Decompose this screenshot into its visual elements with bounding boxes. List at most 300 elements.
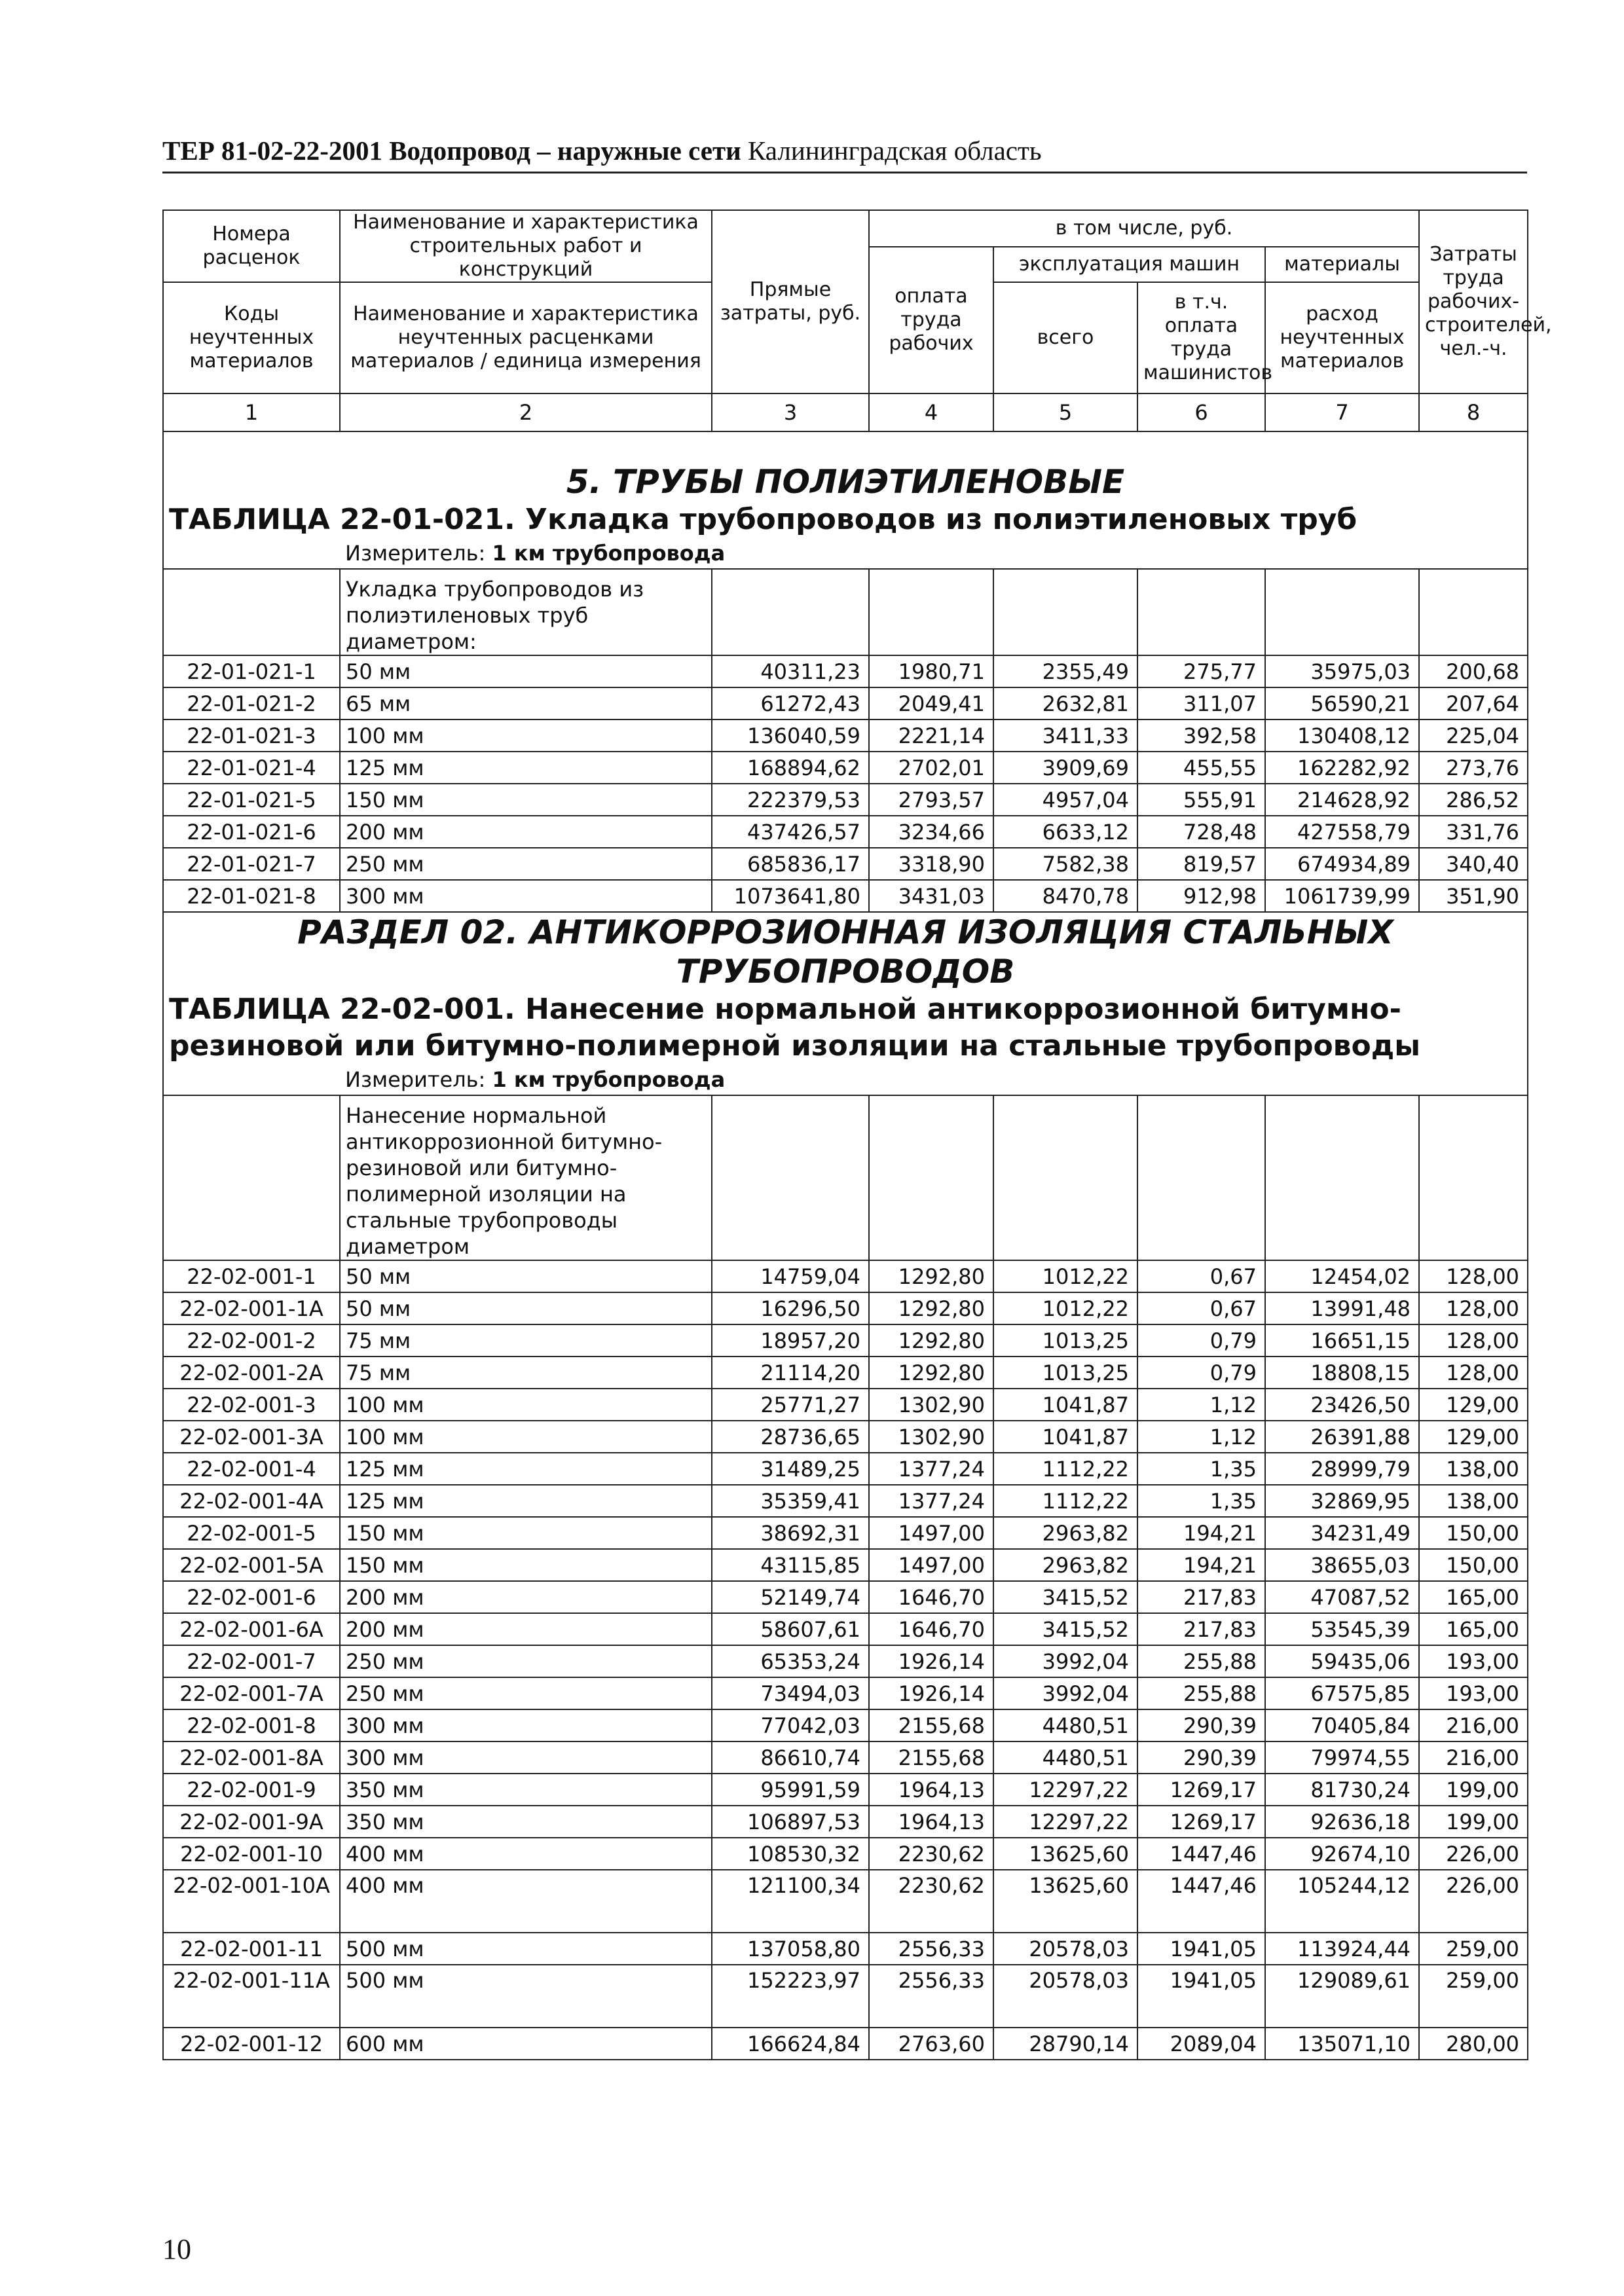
table-row [163,1806,1528,1838]
cell-name: 125 мм [340,1453,712,1485]
cell-name: 50 мм [340,655,712,687]
cell-c6: 255,88 [1137,1645,1265,1677]
cell-c8: 199,00 [1419,1806,1528,1838]
cell-c8: 165,00 [1419,1581,1528,1613]
col2-top: Наименование и характеристика строительных работ и конструкций [340,210,712,282]
cell-c6: 1,35 [1137,1485,1265,1517]
machines-header: эксплуатация машин [993,247,1265,282]
cell-c7: 34231,49 [1265,1517,1419,1549]
cell-code: 22-02-001-10А [163,1870,340,1933]
cell-code: 22-02-001-8А [163,1741,340,1774]
cell-c5: 3411,33 [993,720,1137,752]
cell-c6: 1269,17 [1137,1774,1265,1806]
cell-c3: 21114,20 [712,1357,869,1389]
cell-c6: 1941,05 [1137,1933,1265,1965]
cell-c3: 73494,03 [712,1677,869,1709]
cell-code: 22-02-001-9 [163,1774,340,1806]
table-row [163,1581,1528,1613]
cell-c3: 38692,31 [712,1517,869,1549]
cell-c6: 1447,46 [1137,1838,1265,1870]
section1-table-title: ТАБЛИЦА 22-01-021. Укладка трубопроводов из полиэтиленовых труб [163,501,1528,538]
measure-value: 1 км трубопровода [492,541,726,566]
cell-c6: 2089,04 [1137,2028,1265,2060]
cell-code: 22-02-001-2 [163,1324,340,1357]
table-row [163,2028,1528,2060]
cell-c5: 1112,22 [993,1453,1137,1485]
cell-c3: 77042,03 [712,1709,869,1741]
table-head [163,210,1552,431]
measure-label: Измеритель: [345,541,486,566]
table-row [163,880,1528,912]
cell-c4: 1926,14 [869,1645,993,1677]
cell-c7: 12454,02 [1265,1260,1419,1292]
cell-code: 22-02-001-10 [163,1838,340,1870]
cell-c4: 2230,62 [869,1870,993,1933]
cell-code: 22-02-001-11 [163,1933,340,1965]
cell-c5: 20578,03 [993,1933,1137,1965]
cell-c7: 56590,21 [1265,687,1419,720]
cell-c3: 166624,84 [712,2028,869,2060]
cell-code: 22-01-021-2 [163,687,340,720]
cell-c4: 2221,14 [869,720,993,752]
cell-c3: 168894,62 [712,752,869,784]
cell-code: 22-02-001-4 [163,1453,340,1485]
cell-c4: 1964,13 [869,1774,993,1806]
cell-c7: 105244,12 [1265,1870,1419,1933]
cell-c8: 128,00 [1419,1324,1528,1357]
cell-c4: 2230,62 [869,1838,993,1870]
section2-table-title [163,991,1528,1065]
column-numbers-row [163,393,1528,431]
cell-c5: 8470,78 [993,880,1137,912]
cell-c7: 35975,03 [1265,655,1419,687]
cell-c7: 129089,61 [1265,1965,1419,2028]
cell-code: 22-02-001-3 [163,1389,340,1421]
cell-c6: 194,21 [1137,1549,1265,1581]
cell-c7: 135071,10 [1265,2028,1419,2060]
cell-c8: 273,76 [1419,752,1528,784]
cell-code: 22-01-021-3 [163,720,340,752]
cell-c5: 1112,22 [993,1485,1137,1517]
col-number: 6 [1137,393,1265,431]
cell-name: 125 мм [340,752,712,784]
cell-c4: 2556,33 [869,1933,993,1965]
cell-c6: 912,98 [1137,880,1265,912]
cell-c6: 275,77 [1137,655,1265,687]
cell-code: 22-02-001-7 [163,1645,340,1677]
cell-c8: 259,00 [1419,1933,1528,1965]
cell-c6: 728,48 [1137,816,1265,848]
cell-code: 22-02-001-2А [163,1357,340,1389]
cell-c5: 7582,38 [993,848,1137,880]
cell-c8: 129,00 [1419,1389,1528,1421]
cell-c3: 14759,04 [712,1260,869,1292]
cell-c6: 1447,46 [1137,1870,1265,1933]
cell-c6: 217,83 [1137,1581,1265,1613]
cell-c5: 4480,51 [993,1709,1137,1741]
cell-c7: 23426,50 [1265,1389,1419,1421]
cell-name: 65 мм [340,687,712,720]
cell-c5: 3992,04 [993,1677,1137,1709]
cell-c6: 217,83 [1137,1613,1265,1645]
cell-c7: 92674,10 [1265,1838,1419,1870]
table-row [163,720,1528,752]
table-row [163,1292,1528,1324]
cell-c6: 255,88 [1137,1677,1265,1709]
col-number: 8 [1419,393,1528,431]
cell-name: 350 мм [340,1806,712,1838]
cell-c8: 280,00 [1419,2028,1528,2060]
table-row [163,655,1528,687]
table-row [163,1677,1528,1709]
cell-c7: 32869,95 [1265,1485,1419,1517]
cell-name: 100 мм [340,1421,712,1453]
cell-c7: 427558,79 [1265,816,1419,848]
cell-code: 22-01-021-5 [163,784,340,816]
cell-name: 200 мм [340,1613,712,1645]
doc-region: Калининградская область [748,136,1042,166]
cell-c8: 193,00 [1419,1677,1528,1709]
cell-c5: 13625,60 [993,1838,1137,1870]
table-row [163,1933,1528,1965]
cell-c5: 1013,25 [993,1357,1137,1389]
cell-c4: 1964,13 [869,1806,993,1838]
cell-c8: 207,64 [1419,687,1528,720]
cell-c7: 47087,52 [1265,1581,1419,1613]
cell-c6: 311,07 [1137,687,1265,720]
section2-body [163,912,1528,2060]
table-row [163,687,1528,720]
cell-c4: 2049,41 [869,687,993,720]
cell-c8: 286,52 [1419,784,1528,816]
col2-bottom: Наименование и характеристика неучтенных расценками материалов / единица измерения [340,282,712,393]
cell-c5: 3992,04 [993,1645,1137,1677]
cell-c3: 222379,53 [712,784,869,816]
cell-code: 22-02-001-4А [163,1485,340,1517]
cell-c6: 194,21 [1137,1517,1265,1549]
cell-code: 22-02-001-5 [163,1517,340,1549]
cell-c4: 1292,80 [869,1357,993,1389]
col1-top: Номера расценок [163,210,340,282]
table-row [163,1709,1528,1741]
cell-c5: 3909,69 [993,752,1137,784]
cell-c7: 18808,15 [1265,1357,1419,1389]
cell-name: 50 мм [340,1260,712,1292]
cell-code: 22-02-001-11А [163,1965,340,2028]
cell-c4: 1292,80 [869,1292,993,1324]
cell-c8: 193,00 [1419,1645,1528,1677]
cell-c4: 1292,80 [869,1260,993,1292]
cell-c4: 1980,71 [869,655,993,687]
cell-c6: 1,12 [1137,1421,1265,1453]
cell-c5: 2963,82 [993,1549,1137,1581]
cell-c3: 35359,41 [712,1485,869,1517]
cell-c6: 0,79 [1137,1324,1265,1357]
cell-code: 22-02-001-8 [163,1709,340,1741]
cell-c3: 52149,74 [712,1581,869,1613]
cell-c7: 113924,44 [1265,1933,1419,1965]
cell-c7: 674934,89 [1265,848,1419,880]
section2-description: Нанесение нормальной антикоррозионной битумно-резиновой или битумно-полимерной изоляции на стальные трубопроводы диаметром [340,1095,712,1260]
cell-c3: 437426,57 [712,816,869,848]
cell-c7: 92636,18 [1265,1806,1419,1838]
section1-title: 5. ТРУБЫ ПОЛИЭТИЛЕНОВЫЕ [163,431,1528,501]
table-row [163,1870,1528,1933]
cell-c6: 0,67 [1137,1292,1265,1324]
col1-bottom: Коды неучтенных материалов [163,282,340,393]
table-row [163,1453,1528,1485]
cell-c8: 138,00 [1419,1485,1528,1517]
cell-code: 22-02-001-5А [163,1549,340,1581]
cell-c4: 1646,70 [869,1581,993,1613]
cell-c8: 225,04 [1419,720,1528,752]
cell-c4: 1302,90 [869,1421,993,1453]
cell-c4: 1926,14 [869,1677,993,1709]
rates-table [162,210,1552,2060]
cell-name: 500 мм [340,1933,712,1965]
cell-c4: 2556,33 [869,1965,993,2028]
cell-c3: 18957,20 [712,1324,869,1357]
cell-name: 300 мм [340,1709,712,1741]
table-row [163,1613,1528,1645]
col8-header: Затраты труда рабочих-строителей, чел.-ч. [1419,210,1528,393]
page-number: 10 [162,2233,191,2265]
cell-c3: 25771,27 [712,1389,869,1421]
cell-code: 22-01-021-8 [163,880,340,912]
cell-name: 300 мм [340,1741,712,1774]
cell-c8: 128,00 [1419,1260,1528,1292]
col-number: 3 [712,393,869,431]
col4-header: оплата труда рабочих [869,247,993,393]
cell-c3: 65353,24 [712,1645,869,1677]
cell-code: 22-02-001-1 [163,1260,340,1292]
cell-c4: 2155,68 [869,1741,993,1774]
table-row [163,1357,1528,1389]
cell-c3: 61272,43 [712,687,869,720]
incl-header: в том числе, руб. [869,210,1419,247]
cell-c7: 67575,85 [1265,1677,1419,1709]
cell-c4: 1497,00 [869,1549,993,1581]
cell-c7: 70405,84 [1265,1709,1419,1741]
cell-c7: 53545,39 [1265,1613,1419,1645]
table-row [163,1324,1528,1357]
cell-c4: 1377,24 [869,1485,993,1517]
cell-c7: 1061739,99 [1265,880,1419,912]
cell-code: 22-01-021-4 [163,752,340,784]
col-number: 4 [869,393,993,431]
doc-code: ТЕР 81-02-22-2001 [162,136,382,166]
cell-c7: 162282,92 [1265,752,1419,784]
cell-name: 600 мм [340,2028,712,2060]
cell-name: 300 мм [340,880,712,912]
cell-c8: 331,76 [1419,816,1528,848]
cell-c4: 3234,66 [869,816,993,848]
doc-title: Водопровод – наружные сети [389,136,741,166]
cell-c8: 226,00 [1419,1838,1528,1870]
cell-c7: 214628,92 [1265,784,1419,816]
cell-c7: 59435,06 [1265,1645,1419,1677]
cell-c5: 4957,04 [993,784,1137,816]
cell-name: 150 мм [340,1549,712,1581]
cell-c7: 13991,48 [1265,1292,1419,1324]
cell-c8: 199,00 [1419,1774,1528,1806]
cell-name: 100 мм [340,1389,712,1421]
cell-c3: 121100,34 [712,1870,869,1933]
section2-table-title-line1: ТАБЛИЦА 22-02-001. Нанесение нормальной антикоррозионной битумно- [169,993,1401,1026]
measure-value: 1 км трубопровода [492,1067,726,1092]
cell-c7: 79974,55 [1265,1741,1419,1774]
cell-code: 22-02-001-3А [163,1421,340,1453]
col6-header: в т.ч. оплата труда машинистов [1137,282,1265,393]
cell-c5: 20578,03 [993,1965,1137,2028]
document-header [162,135,1527,173]
cell-c3: 685836,17 [712,848,869,880]
col-number: 5 [993,393,1137,431]
cell-c7: 28999,79 [1265,1453,1419,1485]
cell-c3: 31489,25 [712,1453,869,1485]
cell-c4: 2702,01 [869,752,993,784]
cell-c8: 340,40 [1419,848,1528,880]
table-row [163,1517,1528,1549]
cell-c8: 150,00 [1419,1517,1528,1549]
cell-c4: 2793,57 [869,784,993,816]
materials-header: материалы [1265,247,1419,282]
col3-header: Прямые затраты, руб. [712,210,869,393]
table-row [163,1421,1528,1453]
cell-name: 350 мм [340,1774,712,1806]
cell-c3: 16296,50 [712,1292,869,1324]
cell-c5: 2963,82 [993,1517,1137,1549]
table-row [163,1389,1528,1421]
cell-c8: 200,68 [1419,655,1528,687]
cell-code: 22-02-001-6 [163,1581,340,1613]
col7-header: расход неучтенных материалов [1265,282,1419,393]
cell-c4: 1497,00 [869,1517,993,1549]
table-row [163,784,1528,816]
cell-c3: 106897,53 [712,1806,869,1838]
cell-c3: 137058,80 [712,1933,869,1965]
cell-c4: 1292,80 [869,1324,993,1357]
cell-name: 75 мм [340,1357,712,1389]
cell-c8: 150,00 [1419,1549,1528,1581]
cell-c5: 3415,52 [993,1581,1137,1613]
cell-c8: 226,00 [1419,1870,1528,1933]
cell-c8: 129,00 [1419,1421,1528,1453]
cell-code: 22-01-021-6 [163,816,340,848]
table-row [163,1838,1528,1870]
cell-code: 22-01-021-1 [163,655,340,687]
cell-c4: 2155,68 [869,1709,993,1741]
col-number: 2 [340,393,712,431]
section1-body [163,431,1528,912]
cell-c8: 128,00 [1419,1357,1528,1389]
cell-c6: 0,67 [1137,1260,1265,1292]
cell-c5: 13625,60 [993,1870,1137,1933]
cell-c7: 38655,03 [1265,1549,1419,1581]
cell-code: 22-02-001-1А [163,1292,340,1324]
cell-c3: 86610,74 [712,1741,869,1774]
cell-c6: 1,35 [1137,1453,1265,1485]
cell-c3: 40311,23 [712,655,869,687]
cell-c3: 108530,32 [712,1838,869,1870]
col5-header: всего [993,282,1137,393]
cell-c3: 152223,97 [712,1965,869,2028]
cell-c5: 12297,22 [993,1774,1137,1806]
cell-name: 500 мм [340,1965,712,2028]
cell-c6: 1269,17 [1137,1806,1265,1838]
cell-name: 200 мм [340,1581,712,1613]
cell-c3: 1073641,80 [712,880,869,912]
cell-name: 125 мм [340,1485,712,1517]
cell-c3: 58607,61 [712,1613,869,1645]
cell-c3: 95991,59 [712,1774,869,1806]
cell-code: 22-02-001-12 [163,2028,340,2060]
table-row [163,1774,1528,1806]
cell-c7: 81730,24 [1265,1774,1419,1806]
cell-c7: 26391,88 [1265,1421,1419,1453]
cell-c5: 1041,87 [993,1421,1137,1453]
cell-name: 250 мм [340,848,712,880]
measure-label: Измеритель: [345,1067,486,1092]
cell-c5: 1013,25 [993,1324,1137,1357]
cell-c8: 165,00 [1419,1613,1528,1645]
cell-c6: 1,12 [1137,1389,1265,1421]
cell-c8: 216,00 [1419,1709,1528,1741]
cell-name: 100 мм [340,720,712,752]
cell-c4: 1646,70 [869,1613,993,1645]
cell-c5: 3415,52 [993,1613,1137,1645]
table-row [163,1741,1528,1774]
cell-name: 50 мм [340,1292,712,1324]
cell-c5: 12297,22 [993,1806,1137,1838]
cell-name: 200 мм [340,816,712,848]
cell-code: 22-02-001-7А [163,1677,340,1709]
table-row [163,1485,1528,1517]
cell-name: 250 мм [340,1677,712,1709]
cell-c6: 555,91 [1137,784,1265,816]
cell-name: 250 мм [340,1645,712,1677]
cell-c7: 16651,15 [1265,1324,1419,1357]
cell-c8: 259,00 [1419,1965,1528,2028]
cell-c6: 392,58 [1137,720,1265,752]
cell-code: 22-01-021-7 [163,848,340,880]
cell-c5: 6633,12 [993,816,1137,848]
cell-c5: 2355,49 [993,655,1137,687]
cell-c4: 3318,90 [869,848,993,880]
section1-description: Укладка трубопроводов из полиэтиленовых труб диаметром: [340,569,712,655]
cell-c6: 0,79 [1137,1357,1265,1389]
cell-c8: 128,00 [1419,1292,1528,1324]
table-row [163,1549,1528,1581]
cell-c3: 28736,65 [712,1421,869,1453]
cell-c6: 1941,05 [1137,1965,1265,2028]
cell-c3: 136040,59 [712,720,869,752]
cell-name: 400 мм [340,1870,712,1933]
cell-c5: 2632,81 [993,687,1137,720]
cell-c5: 1012,22 [993,1260,1137,1292]
cell-c5: 28790,14 [993,2028,1137,2060]
section2-table-title-line2: резиновой или битумно-полимерной изоляции на стальные трубопроводы [169,1029,1421,1063]
table-row [163,1645,1528,1677]
section2-title: РАЗДЕЛ 02. АНТИКОРРОЗИОННАЯ ИЗОЛЯЦИЯ СТАЛЬНЫХ ТРУБОПРОВОДОВ [163,912,1528,991]
col-number: 1 [163,393,340,431]
cell-c6: 290,39 [1137,1709,1265,1741]
cell-c8: 351,90 [1419,880,1528,912]
cell-code: 22-02-001-9А [163,1806,340,1838]
table-row [163,1965,1528,2028]
cell-c4: 1302,90 [869,1389,993,1421]
cell-name: 400 мм [340,1838,712,1870]
